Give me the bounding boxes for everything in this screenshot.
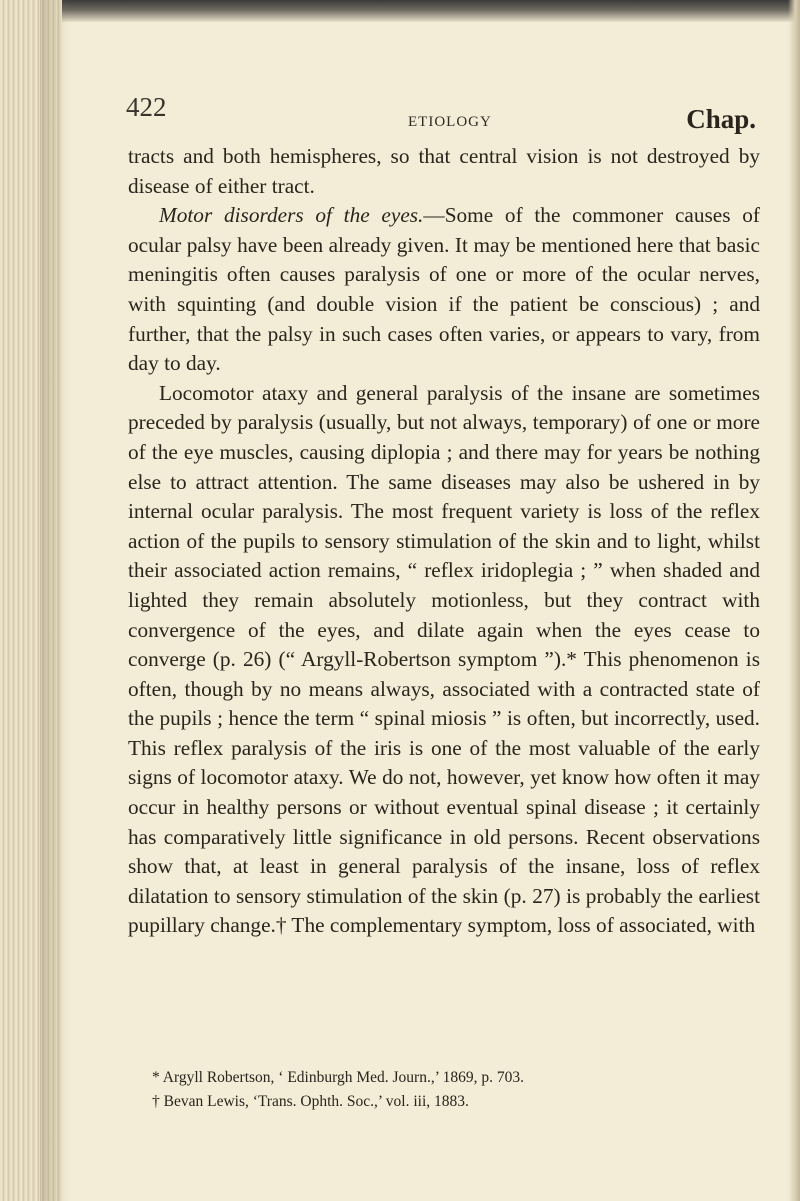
page-right-edge: [788, 0, 800, 1201]
page-top-shadow: [0, 0, 800, 22]
footnote-argyll-robertson: * Argyll Robertson, ‘ Edinburgh Med. Journ.,’ 1869, p. 703.: [152, 1069, 524, 1086]
section-heading: Motor disorders of the eyes.: [159, 203, 424, 228]
paragraph-motor-disorders: [128, 201, 760, 379]
paragraph-locomotor-ataxy: Locomotor ataxy and general paralysis of the insane are sometimes preceded by paralysis (usually, but not always, temporary) of one or more of the eye muscles, causing diplopia ; and there may for years be nothing else to attract attention. The same diseases may also be ushered in by internal ocular paralysis. The most frequent variety is loss of the reflex action of the pupils to sensory stimulation of the skin and to light, whilst their associated action remains, “ reflex iridoplegia ; ” when shaded and lighted they remain absolutely motionless, but they contract with convergence of the eyes, and dilate again when the eyes cease to converge (p. 26) (“ Argyll-Robertson symptom ”).* This phenomenon is often, though by no means always, associated with a contracted state of the pupils ; hence the term “ spinal miosis ” is often, but incorrectly, used. This reflex paralysis of the iris is one of the most valuable of the early signs of locomotor ataxy. We do not, however, yet know how often it may occur in healthy persons or without eventual spinal disease ; it certainly has comparatively little significance in old persons. Recent observations show that, at least in general paralysis of the insane, loss of reflex dilatation to sensory stimulation of the skin (p. 27) is probably the earliest pupillary change.† The complementary symptom, loss of associated, with: [128, 380, 760, 938]
gutter-shadow: [40, 0, 70, 1201]
footnote-bevan-lewis: † Bevan Lewis, ‘Trans. Ophth. Soc.,’ vol. iii, 1883.: [152, 1093, 469, 1110]
footnotes: [152, 1066, 762, 1114]
page-header: [126, 92, 756, 138]
running-head: ETIOLOGY: [408, 114, 492, 130]
page-number: 422: [126, 92, 167, 122]
section-lead-text: —Some of the commoner causes of ocular palsy have been already given. It may be mentioned here that basic meningitis often causes paralysis of one or more of the ocular nerves, with squinting (and double vision if the patient be conscious) ; and further, that the palsy in such cases often varies, or appears to vary, from day to day.: [128, 203, 760, 376]
chapter-label: Chap.: [686, 104, 756, 134]
paragraph-continuation: tracts and both hemispheres, so that central vision is not destroyed by disease of either tract.: [128, 144, 760, 198]
body-text: [128, 142, 760, 941]
